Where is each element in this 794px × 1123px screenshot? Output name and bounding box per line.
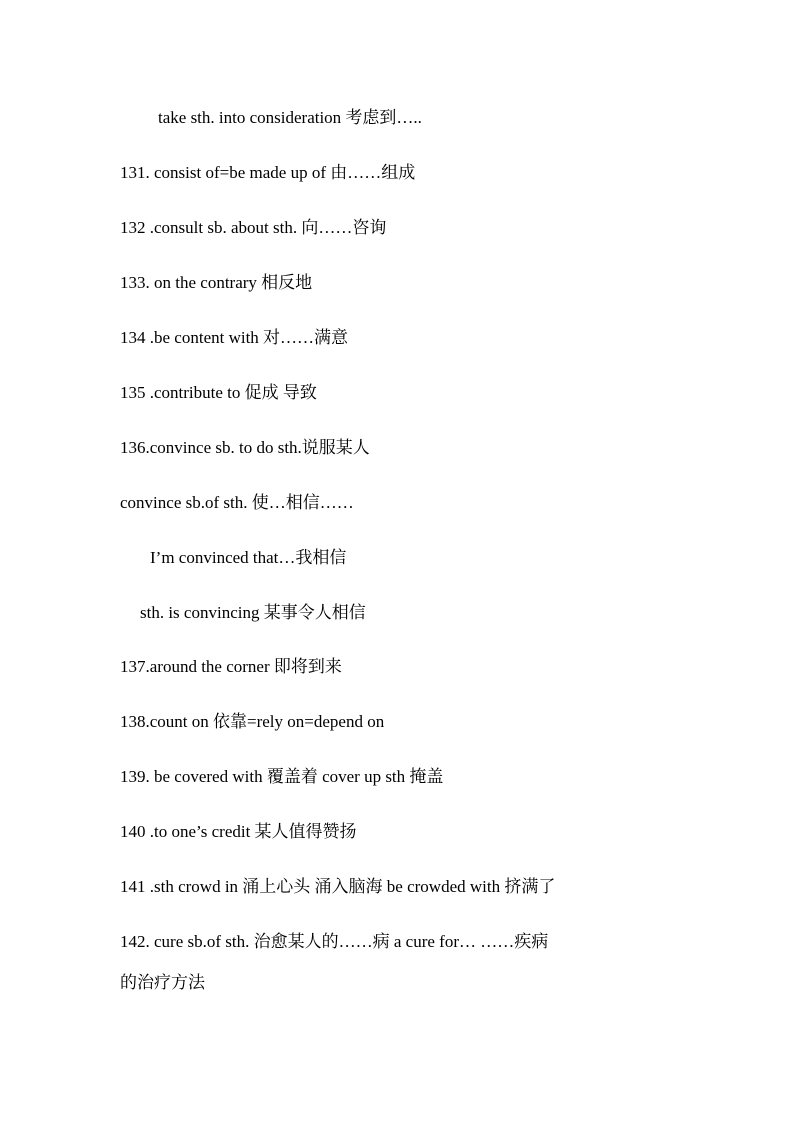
text-line: 131. consist of=be made up of 由……组成 — [120, 163, 416, 182]
text-line: 的治疗方法 — [120, 973, 205, 992]
text-line: take sth. into consideration 考虑到….. — [158, 108, 422, 127]
text-line: 139. be covered with 覆盖着 cover up sth 掩盖 — [120, 767, 444, 786]
text-line: 142. cure sb.of sth. 治愈某人的……病 a cure for… ……疾病 — [120, 932, 549, 951]
text-line: 140 .to one’s credit 某人值得赞扬 — [120, 822, 357, 841]
text-line: 134 .be content with 对……满意 — [120, 328, 349, 347]
text-line: 135 .contribute to 促成 导致 — [120, 383, 317, 402]
text-line: 138.count on 依靠=rely on=depend on — [120, 712, 385, 731]
text-line: I’m convinced that…我相信 — [150, 548, 347, 567]
text-line: 133. on the contrary 相反地 — [120, 273, 313, 292]
text-line: 136.convince sb. to do sth.说服某人 — [120, 438, 370, 457]
text-line: 132 .consult sb. about sth. 向……咨询 — [120, 218, 387, 237]
text-line: convince sb.of sth. 使…相信…… — [120, 493, 354, 512]
text-line: 141 .sth crowd in 涌上心头 涌入脑海 be crowded with 挤满了 — [120, 877, 556, 896]
text-line: 137.around the corner 即将到来 — [120, 657, 342, 676]
text-line: sth. is convincing 某事令人相信 — [140, 603, 366, 622]
